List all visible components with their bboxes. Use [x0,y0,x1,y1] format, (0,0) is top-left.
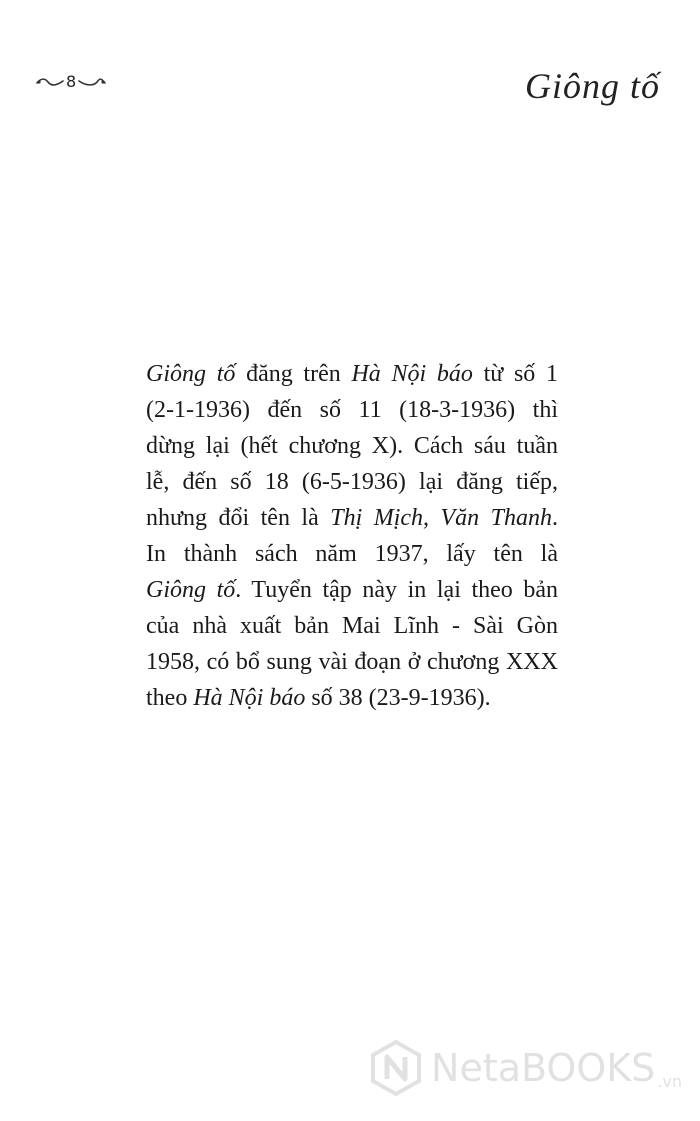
text-span: . [551,505,558,531]
watermark [367,1039,682,1097]
hexagon-n-logo-icon [367,1039,425,1097]
italic-title-span: Thị Mịch, Văn Thanh [330,505,552,531]
italic-title-span: Hà Nội báo [351,361,473,387]
italic-title-span: Hà Nội báo [193,685,306,711]
text-line [146,680,558,716]
text-line [146,608,558,644]
text-span: lễ, đến số 18 (6-5-1936) lại đăng tiếp, [146,469,558,495]
text-span: nhưng đổi tên là [146,505,331,531]
body-paragraph [146,356,558,716]
italic-title-span: Giông tố [146,361,236,387]
italic-title-span: Giông tố [146,577,236,603]
text-span: số 38 (23-9-1936). [305,685,491,711]
right-swash-ornament-icon [78,76,106,88]
text-line [146,464,558,500]
watermark-suffix: .vn [657,1072,682,1091]
page-number: 8 [66,72,77,91]
text-span: của nhà xuất bản Mai Lĩnh - Sài Gòn [146,613,558,639]
text-line [146,500,558,536]
page-header [36,66,660,116]
text-line [146,572,558,608]
text-span: . Tuyển tập này in lại theo bản [235,577,559,603]
text-span: dừng lại (hết chương X). Cách sáu tuần [146,433,558,459]
text-line [146,428,558,464]
text-span: theo [146,685,194,711]
text-line [146,644,558,680]
watermark-brand: NetaBOOKS [431,1046,656,1090]
text-span: In thành sách năm 1937, lấy tên là [146,541,558,567]
running-title: Giông tố [524,66,660,106]
text-span: đăng trên [235,361,352,387]
text-span: từ số 1 [472,361,558,387]
text-span: 1958, có bổ sung vài đoạn ở chương XXX [146,649,558,675]
page-number-ornament [36,74,106,90]
text-span: (2-1-1936) đến số 11 (18-3-1936) thì [146,397,558,423]
text-line [146,536,558,572]
left-swash-ornament-icon [36,76,64,88]
text-line [146,392,558,428]
text-line [146,356,558,392]
